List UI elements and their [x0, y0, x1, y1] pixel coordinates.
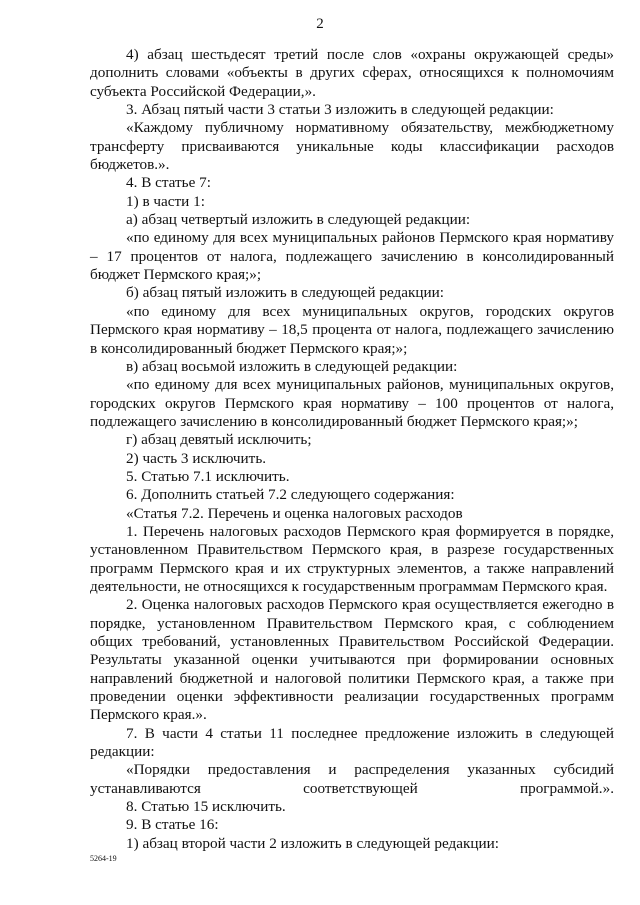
paragraph: 2. Оценка налоговых расходов Пермского края осуществляется ежегодно в порядке, установленном Правительством Пермского края, с соблюдением общих требований, установленных Правительством Российской Федерации. Результаты указанной оценки учитываются при формировании основных направлений бюджетной и налоговой политики Пермского края, а также при проведении оценки эффективности реализации государственных программ Пермского края.».	[90, 596, 614, 724]
paragraph: 1) в части 1:	[126, 192, 205, 210]
paragraph: 5. Статью 7.1 исключить.	[126, 467, 290, 485]
paragraph: 1) абзац второй части 2 изложить в следующей редакции:	[126, 834, 499, 852]
paragraph: в) абзац восьмой изложить в следующей редакции:	[126, 357, 458, 375]
paragraph: «по единому для всех муниципальных округов, городских округов Пермского края нормативу – 18,5 процента от налога, подлежащего зачислению в консолидированный бюджет Пермского края;»;	[90, 302, 614, 357]
paragraph: 8. Статью 15 исключить.	[126, 798, 286, 816]
paragraph: «по единому для всех муниципальных районов Пермского края нормативу – 17 процентов от налога, подлежащего зачислению в консолидированный бюджет Пермского края;»;	[90, 229, 614, 284]
paragraph: 1. Перечень налоговых расходов Пермского края формируется в порядке, установленном Правительством Пермского края, в разрезе государственных программ Пермского края и их структурных элементов, а также направлений деятельности, не относящихся к государственным программам Пермского края.	[90, 522, 614, 595]
paragraph: «Каждому публичному нормативному обязательству, межбюджетному трансферту присваиваются уникальные коды классификации расходов бюджетов.».	[90, 119, 614, 174]
paragraph: г) абзац девятый исключить;	[126, 431, 312, 449]
paragraph: «Порядки предоставления и распределения указанных субсидий устанавливаются соответствующей программой.».	[90, 761, 614, 797]
paragraph: б) абзац пятый изложить в следующей редакции:	[126, 284, 444, 302]
paragraph: 2) часть 3 исключить.	[126, 449, 267, 467]
paragraph: 3. Абзац пятый части 3 статьи 3 изложить в следующей редакции:	[126, 101, 554, 119]
document-code: 5264-19	[90, 854, 117, 863]
paragraph: 4. В статье 7:	[126, 174, 211, 192]
paragraph: 6. Дополнить статьей 7.2 следующего содержания:	[126, 486, 455, 504]
article-heading: «Статья 7.2. Перечень и оценка налоговых расходов	[126, 504, 463, 522]
paragraph: а) абзац четвертый изложить в следующей редакции:	[126, 211, 471, 229]
paragraph: 9. В статье 16:	[126, 816, 219, 834]
document-body	[90, 46, 614, 853]
paragraph: 4) абзац шестьдесят третий после слов «охраны окружающей среды» дополнить словами «объекты в других сферах, относящихся к полномочиям субъекта Российской Федерации,».	[90, 46, 614, 100]
paragraph: «по единому для всех муниципальных районов, муниципальных округов, городских округов Пермского края нормативу – 100 процентов от налога, подлежащего зачислению в консолидированный бюджет Пермского края;»;	[90, 376, 614, 430]
paragraph: 7. В части 4 статьи 11 последнее предложение изложить в следующей редакции:	[90, 724, 614, 761]
page-number: 2	[316, 16, 324, 32]
